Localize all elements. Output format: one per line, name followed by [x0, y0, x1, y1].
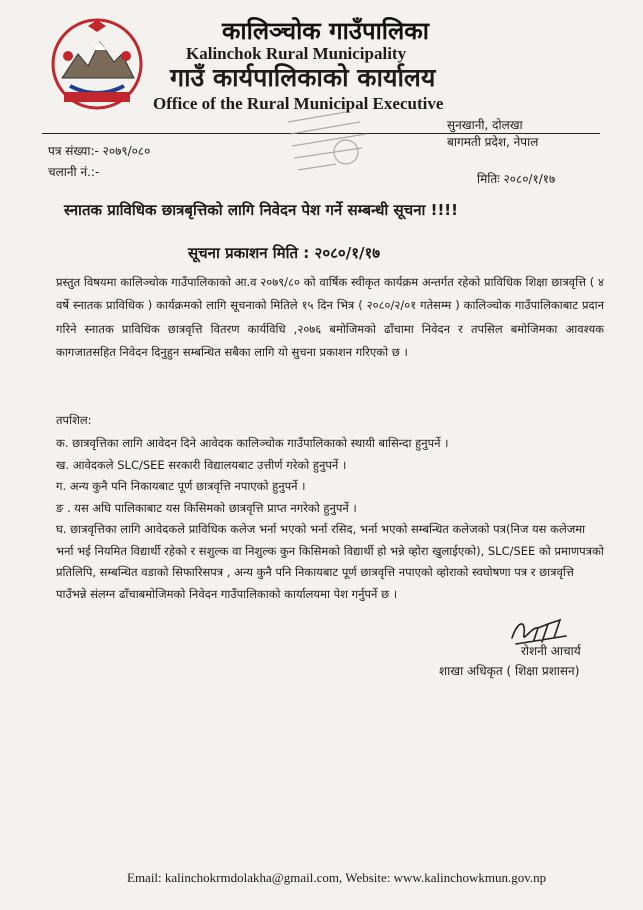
- dispatch-number: चलानी नं.:-: [48, 165, 100, 179]
- emblem-logo: [48, 16, 146, 112]
- address-line-2: बागमती प्रदेश, नेपाल: [447, 135, 539, 149]
- office-name-nepali: कालिञ्चोक गाउँपालिका: [222, 17, 429, 45]
- address-line-1: सुनखानी, दोलखा: [447, 118, 523, 132]
- executive-office-nepali: गाउँ कार्यपालिकाको कार्यालय: [170, 63, 436, 92]
- office-stamp: [276, 108, 384, 184]
- details-list: [56, 433, 604, 605]
- details-heading: तपशिल:: [56, 413, 92, 427]
- body-paragraph: प्रस्तुत विषयमा कालिञ्चोक गाउँपालिकाको आ.व २०७९/८० को वार्षिक स्वीकृत कार्यक्रम अन्तर्गत रहेको प्राविधिक शिक्षा छात्रवृत्ति ( ४ वर्षे स्नातक प्राविधिक ) कार्यक्रमको लागि सूचनाको मितिले १५ दिन भित्र ( २०८०/२/०१ गतेसम्म ) कालिञ्चोक गाउँपालिकाबाट प्रदान गरिने स्नातक प्राविधिक छात्रवृत्ति वितरण कार्यविधि ,२०७६ बमोजिमको ढाँचामा निवेदन र तपसिल बमोजिमका आवश्यक कागजातसहित निवेदन दिनुहुन सम्बन्धित सबैका लागि यो सुचना प्रकाशन गरिएको छ ।: [56, 275, 604, 360]
- reference-number: पत्र संख्या:- २०७९/०८०: [48, 144, 151, 158]
- publish-date: सूचना प्रकाशन मिति : २०८०/१/१७: [188, 244, 381, 262]
- footer-contact: Email: kalinchokrmdolakha@gmail.com, Website: www.kalinchowkmun.gov.np: [127, 870, 547, 885]
- signatory-title: शाखा अधिकृत ( शिक्षा प्रशासन): [439, 664, 580, 678]
- notice-subject: स्नातक प्राविधिक छात्रबृत्तिको लागि निवेदन पेश गर्ने सम्बन्धी सूचना !!!!: [64, 201, 458, 219]
- signatory-name: रोशनी आचार्य: [521, 644, 581, 658]
- executive-office-english: Office of the Rural Municipal Executive: [153, 94, 444, 113]
- office-name-english: Kalinchok Rural Municipality: [186, 44, 407, 63]
- letter-date: मितिः २०८०/१/१७: [477, 172, 556, 186]
- list-item: ख. आवेदकले SLC/SEE सरकारी विद्यालयबाट उत्तीर्ण गरेको हुनुपर्ने ।: [56, 457, 347, 472]
- list-item: ग. अन्य कुनै पनि निकायबाट पूर्ण छात्रवृत्ति नपाएको हुनुपर्ने ।: [56, 479, 306, 493]
- list-item: क. छात्रवृत्तिका लागि आवेदन दिने आवेदक कालिञ्चोक गाउँपालिकाको स्थायी बासिन्दा हुनुपर्ने ।: [56, 436, 449, 450]
- list-item: घ. छात्रवृत्तिका लागि आवेदकले प्राविधिक कलेज भर्ना भएको भर्ना रसिद, भर्ना भएको सम्बन्धित कलेजको पत्र(निज यस कलेजमा भर्ना भई नियमित विद्यार्थी रहेको र सशुल्क वा निशुल्क कुन किसिमको विद्यार्थी हो भन्ने व्होरा खुलाईएको), SLC/SEE को प्रमाणपत्रको प्रतिलिपि, सम्बन्धित वडाको सिफारिसपत्र , अन्य कुनै पनि निकायबाट पूर्ण छात्रवृत्ति नपाएको व्होराको स्वघोषणा पत्र र छात्रवृत्ति पाउँभन्ने संलग्न ढाँचाबमोजिमको निवेदन गाउँपालिकाको कार्यालयमा पेश गर्नुपर्ने छ ।: [56, 522, 604, 601]
- list-item: ङ . यस अघि पालिकाबाट यस किसिमको छात्रवृत्ति प्राप्त नगरेको हुनुपर्ने ।: [56, 500, 357, 515]
